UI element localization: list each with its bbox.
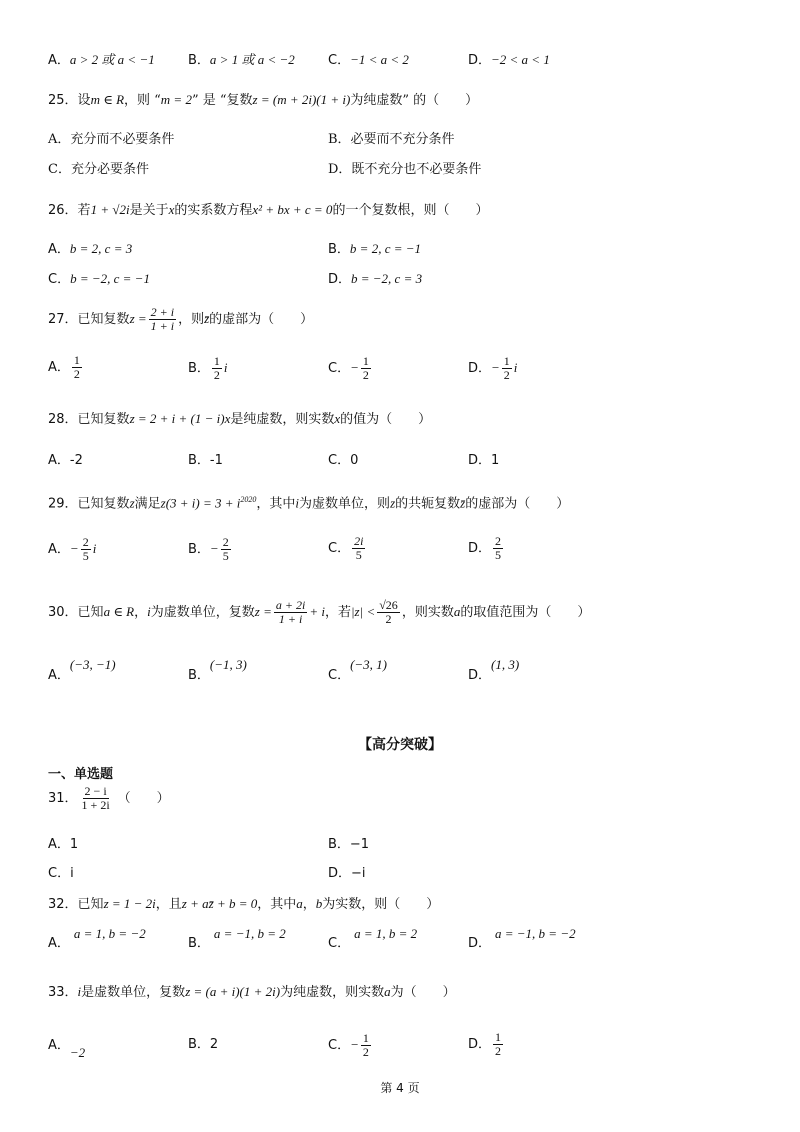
denominator: 5 (355, 548, 362, 562)
option-value: (−3, −1) (69, 657, 116, 672)
question-number: 28． (48, 412, 78, 427)
numerator: a + 2i (275, 598, 306, 612)
stem-text: ，其中 (256, 496, 296, 512)
stem-text: 的实系数方程 (174, 203, 253, 218)
stem-text: 设 (77, 93, 91, 108)
fraction (72, 354, 82, 381)
option-label: B． (188, 542, 210, 557)
section-title: 【高分突破】 (358, 737, 442, 753)
q27-option-b (188, 354, 228, 383)
denominator: 1 + 2i (81, 798, 110, 812)
q25-option-c: C．充分必要条件 (48, 162, 149, 177)
fraction (81, 536, 91, 563)
denominator: 2 (503, 368, 510, 382)
math-expr: z (129, 495, 135, 511)
q33-option-b (188, 1031, 218, 1059)
stem-text: 为纯虚数” 的（ ） (350, 93, 479, 108)
minus-sign: − (209, 541, 219, 556)
option-value: a = −1, b = 2 (213, 926, 286, 941)
option-value: −2 (69, 1045, 86, 1060)
numerator: 2i (354, 534, 364, 548)
fraction (352, 535, 365, 562)
stem-text: 是虚数单位，复数 (81, 985, 186, 1000)
imag-unit: i (92, 541, 97, 556)
math-expr: x (168, 202, 175, 217)
q29-option-c (328, 534, 367, 564)
math-expr: z = (129, 311, 147, 326)
stem-text: 已知 (77, 605, 104, 620)
numerator: 2 (495, 534, 502, 548)
stem-text: 的虚部为（ ） (465, 496, 570, 512)
q32-option-d (468, 925, 576, 951)
option-label: C． (48, 272, 71, 287)
fraction (212, 355, 222, 382)
denominator: 2 (385, 612, 392, 626)
option-label: D． (468, 936, 492, 951)
option-label: D． (468, 1037, 492, 1052)
option-label: A． (48, 936, 70, 951)
question-number: 33． (48, 985, 78, 1000)
fraction (377, 599, 400, 626)
denominator: 5 (495, 548, 502, 562)
math-expr: z = (a + i)(1 + 2i) (185, 984, 281, 999)
fraction (149, 306, 176, 333)
math-expr: z = (m + 2i)(1 + i) (252, 92, 351, 107)
denominator: 5 (82, 549, 89, 563)
section-subtitle: 一、单选题 (48, 767, 114, 782)
stem-text: 已知复数 (77, 312, 130, 327)
q30-option-c (328, 656, 388, 683)
q24-option-b (188, 51, 295, 70)
math-expr: z = 2 + i + (1 − i)x (129, 411, 231, 426)
stem-text: 已知复数 (77, 496, 130, 512)
option-value: b = −2, c = −1 (70, 271, 150, 286)
denominator: 1 + i (278, 612, 303, 626)
math-expr: z(3 + i) = 3 + i (160, 495, 241, 511)
math-expr: i (147, 604, 151, 619)
stem-text: 为实数，则（ ） (322, 897, 440, 912)
math-expr: m = 2 (160, 92, 192, 107)
q26-option-b (328, 240, 421, 259)
page-number: 第 4 页 (380, 1081, 420, 1095)
option-value: b = −2, c = 3 (351, 271, 423, 286)
imag-unit: i (513, 360, 518, 375)
q25-stem (48, 91, 478, 110)
option-label: B． (328, 242, 350, 257)
option-label: A． (48, 542, 70, 557)
math-expr: m ∈ R (90, 92, 125, 107)
stem-text: ，其中 (257, 897, 297, 912)
math-expr: z + az̄ + b = 0 (181, 896, 258, 911)
q29-option-b (188, 534, 233, 565)
math-expr: z (390, 495, 396, 511)
question-number: 29． (48, 496, 78, 512)
math-expr: 1 + √2i (90, 202, 130, 217)
stem-text: ，则实数 (401, 605, 454, 620)
q32-option-a (48, 925, 146, 951)
q30-option-a (48, 656, 116, 683)
fraction (493, 535, 503, 562)
numerator: 1 (495, 1030, 502, 1044)
stem-text: 的取值范围为（ ） (460, 605, 591, 620)
option-value: a > 2 或 a < −1 (69, 52, 155, 67)
q33-option-a (48, 1031, 85, 1060)
numerator: 2 (82, 535, 89, 549)
option-value: 2 (209, 1037, 219, 1052)
option-value: a = −1, b = −2 (495, 926, 576, 941)
stem-text: 的虚部为（ ） (209, 312, 314, 327)
numerator: 1 (503, 354, 510, 368)
option-label: C． (328, 53, 351, 68)
q28-option-a: A．-2 (48, 453, 83, 468)
fraction (274, 599, 307, 626)
q25-option-d: D．既不充分也不必要条件 (328, 162, 482, 177)
math-expr: x² + bx + c = 0 (252, 202, 333, 217)
denominator: 2 (362, 1045, 369, 1059)
stem-text: ， (302, 897, 316, 912)
numerator: 2 − i (84, 784, 107, 798)
option-label: B． (188, 936, 210, 951)
q31-option-d: D．−i (328, 866, 366, 881)
math-expr: a (384, 984, 391, 999)
q26-stem (48, 201, 488, 220)
q27-option-d (468, 354, 517, 383)
option-value: −1 < a < 2 (350, 52, 409, 67)
minus-sign: − (350, 360, 359, 375)
q29-stem (48, 491, 569, 513)
option-label: D． (468, 361, 492, 376)
stem-text: ，且 (155, 897, 182, 912)
math-expr: z̄ (204, 311, 210, 326)
option-value: a = 1, b = 2 (354, 926, 418, 941)
stem-text: 为虚数单位，则 (299, 496, 391, 512)
option-label: A． (48, 53, 70, 68)
q30-option-b (188, 656, 247, 683)
denominator: 5 (222, 549, 229, 563)
option-label: C． (328, 541, 351, 556)
stem-text: 的共轭复数 (395, 496, 461, 512)
option-label: B． (188, 668, 210, 683)
math-expr: z̄ (460, 495, 466, 511)
q26-option-c (48, 270, 150, 289)
q33-option-d (468, 1031, 505, 1059)
q32-stem (48, 895, 439, 914)
math-expr: i (77, 984, 82, 999)
option-label: C． (328, 668, 351, 683)
q31-stem (48, 784, 170, 814)
option-value: a = 1, b = −2 (73, 926, 146, 941)
fraction (493, 1031, 503, 1058)
imag-unit: i (223, 360, 228, 375)
math-expr: |z| < (350, 604, 376, 619)
q27-option-a (48, 354, 84, 382)
numerator: 1 (213, 354, 220, 368)
q33-option-c (328, 1031, 373, 1060)
fraction (502, 355, 512, 382)
stem-text: 若 (77, 203, 91, 218)
stem-text: 为纯虚数，则实数 (280, 985, 385, 1000)
option-value: (−1, 3) (209, 657, 247, 672)
minus-sign: − (491, 360, 500, 375)
stem-text: ” 是 “复数 (191, 93, 253, 108)
numerator: 2 + i (150, 305, 175, 319)
q24-option-d (468, 51, 550, 70)
numerator: √26 (379, 598, 398, 612)
option-label: C． (328, 361, 351, 376)
fraction (221, 536, 231, 563)
stem-text: 是关于 (129, 203, 169, 218)
q30-stem (48, 596, 590, 629)
stem-text: 为（ ） (390, 985, 456, 1000)
math-expr: b (315, 896, 323, 911)
answer-paren: （ ） (117, 791, 170, 806)
math-expr: a ∈ R (103, 604, 135, 619)
q25-option-a: A．充分而不必要条件 (48, 132, 175, 147)
q25-option-b: B．必要而不充分条件 (328, 132, 455, 147)
option-label: B． (188, 1037, 210, 1052)
math-expr: + i (309, 604, 325, 619)
math-expr: z = 1 − 2i (103, 896, 156, 911)
option-value: −2 < a < 1 (491, 52, 550, 67)
stem-text: 的值为（ ） (340, 412, 432, 427)
denominator: 2 (73, 367, 80, 381)
minus-sign: − (69, 541, 79, 556)
question-number: 32． (48, 897, 78, 912)
stem-text: 的一个复数根，则（ ） (332, 203, 489, 218)
stem-text: ，则 (178, 312, 205, 327)
q31-option-a: A．1 (48, 837, 79, 852)
q28-option-b: B．-1 (188, 453, 223, 468)
q33-stem (48, 983, 456, 1002)
question-number: 30． (48, 605, 78, 620)
question-number: 26． (48, 203, 78, 218)
numerator: 2 (222, 535, 229, 549)
denominator: 2 (495, 1044, 502, 1058)
q27-option-c (328, 354, 373, 383)
stem-text: ，则 “ (124, 93, 161, 108)
q24-option-c (328, 51, 409, 70)
q32-option-c (328, 925, 418, 951)
math-expr: i (295, 495, 300, 511)
option-value: b = 2, c = −1 (349, 241, 422, 256)
minus-sign: − (350, 1037, 359, 1052)
option-label: C． (328, 936, 351, 951)
numerator: 1 (362, 1031, 369, 1045)
stem-text: 为虚数单位，复数 (150, 605, 255, 620)
q24-option-a (48, 51, 155, 70)
numerator: 1 (362, 354, 369, 368)
option-value: (−3, 1) (350, 657, 388, 672)
math-expr: x (334, 411, 341, 426)
q31-option-c: C．i (48, 866, 74, 881)
q30-option-d (468, 656, 520, 683)
q27-stem (48, 306, 313, 333)
option-label: D． (468, 668, 492, 683)
stem-text: ，若 (324, 605, 351, 620)
q28-option-d: D．1 (468, 453, 500, 468)
option-label: A． (48, 242, 70, 257)
option-value: (1, 3) (491, 657, 520, 672)
stem-text: 已知复数 (77, 412, 130, 427)
fraction (361, 355, 371, 382)
question-number: 31． (48, 791, 78, 806)
denominator: 2 (362, 368, 369, 382)
math-expr: z = (254, 604, 272, 619)
question-number: 25． (48, 93, 78, 108)
option-label: D． (468, 53, 492, 68)
q26-option-a (48, 240, 132, 259)
numerator: 1 (73, 353, 80, 367)
stem-text: 满足 (134, 496, 161, 512)
option-value: a > 1 或 a < −2 (209, 52, 295, 67)
denominator: 2 (213, 368, 220, 382)
q31-option-b: B．−1 (328, 837, 370, 852)
option-label: A． (48, 360, 70, 375)
q28-stem (48, 410, 431, 429)
q26-option-d (328, 270, 422, 289)
q29-option-a (48, 534, 96, 565)
q28-option-c: C．0 (328, 453, 359, 468)
stem-text: ， (134, 605, 148, 620)
stem-text: 是纯虚数，则实数 (230, 412, 335, 427)
option-label: A． (48, 1038, 70, 1053)
stem-text: 已知 (77, 897, 104, 912)
q29-option-d (468, 534, 505, 564)
fraction (361, 1032, 371, 1059)
option-label: B． (188, 361, 210, 376)
option-value: b = 2, c = 3 (69, 241, 133, 256)
question-number: 27． (48, 312, 78, 327)
option-label: B． (188, 53, 210, 68)
option-label: D． (468, 541, 492, 556)
denominator: 1 + i (150, 319, 175, 333)
math-expr: a (453, 604, 461, 619)
option-label: A． (48, 668, 70, 683)
math-expr: a (296, 896, 303, 911)
option-label: C． (328, 1038, 351, 1053)
exponent: 2020 (240, 495, 257, 504)
option-label: D． (328, 272, 352, 287)
q32-option-b (188, 925, 286, 951)
fraction (80, 785, 112, 812)
